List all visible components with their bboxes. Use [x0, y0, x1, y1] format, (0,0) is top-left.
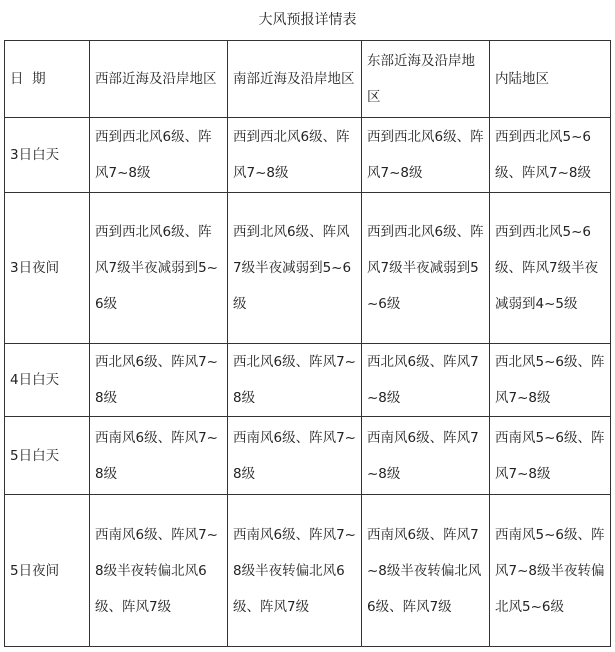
table-row	[5, 193, 611, 344]
header-date: 日 期	[5, 41, 90, 118]
header-east: 东部近海及沿岸地区	[362, 41, 490, 118]
cell-east: 西南风6级、阵风7~8级半夜转偏北风6级、阵风7级	[362, 495, 490, 647]
date-cell: 3日夜间	[5, 193, 90, 344]
date-cell: 3日白天	[5, 118, 90, 193]
cell-south: 西南风6级、阵风7~8级	[228, 417, 362, 495]
cell-inland: 西到西北风5~6级、阵风7级半夜减弱到4~5级	[490, 193, 611, 344]
cell-west: 西到西北风6级、阵风7~8级	[90, 118, 228, 193]
cell-east: 西到西北风6级、阵风7级半夜减弱到5~6级	[362, 193, 490, 344]
table-row	[5, 495, 611, 647]
cell-west: 西南风6级、阵风7~8级	[90, 417, 228, 495]
cell-west: 西到西北风6级、阵风7级半夜减弱到5~6级	[90, 193, 228, 344]
cell-east: 西北风6级、阵风7~8级	[362, 344, 490, 417]
table-row	[5, 344, 611, 417]
header-west: 西部近海及沿岸地区	[90, 41, 228, 118]
date-cell: 5日白天	[5, 417, 90, 495]
cell-south: 西到北风6级、阵风7级半夜减弱到5~6级	[228, 193, 362, 344]
cell-inland: 西南风5~6级、阵风7~8级	[490, 417, 611, 495]
cell-south: 西北风6级、阵风7~8级	[228, 344, 362, 417]
cell-east: 西到西北风6级、阵风7~8级	[362, 118, 490, 193]
cell-inland: 西北风5~6级、阵风7~8级	[490, 344, 611, 417]
cell-south: 西到西北风6级、阵风7~8级	[228, 118, 362, 193]
table-row	[5, 118, 611, 193]
date-cell: 5日夜间	[5, 495, 90, 647]
table-row	[5, 417, 611, 495]
date-cell: 4日白天	[5, 344, 90, 417]
header-south: 南部近海及沿岸地区	[228, 41, 362, 118]
cell-west: 西南风6级、阵风7~8级半夜转偏北风6级、阵风7级	[90, 495, 228, 647]
cell-south: 西南风6级、阵风7~8级半夜转偏北风6级、阵风7级	[228, 495, 362, 647]
cell-inland: 西到西北风5~6级、阵风7~8级	[490, 118, 611, 193]
header-row	[5, 41, 611, 118]
wind-forecast-table	[4, 40, 611, 647]
cell-inland: 西南风5~6级、阵风7~8级半夜转偏北风5~6级	[490, 495, 611, 647]
header-inland: 内陆地区	[490, 41, 611, 118]
cell-west: 西北风6级、阵风7~8级	[90, 344, 228, 417]
cell-east: 西南风6级、阵风7~8级	[362, 417, 490, 495]
table-title: 大风预报详情表	[258, 12, 357, 28]
